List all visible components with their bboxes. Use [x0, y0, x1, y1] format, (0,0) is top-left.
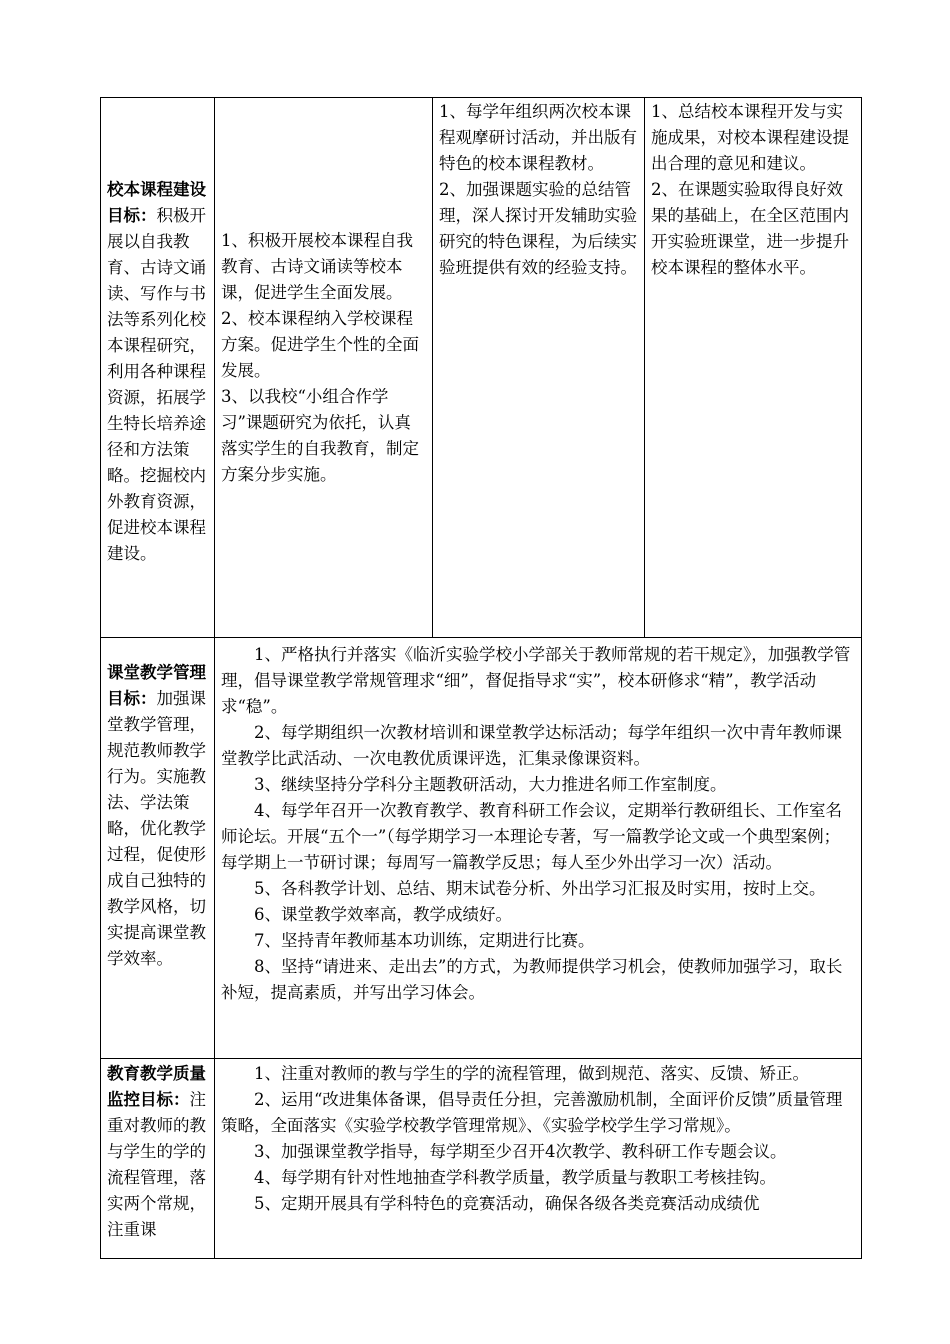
plan-item: 7、坚持青年教师基本功训练，定期进行比赛。 [254, 931, 595, 950]
plan-item: 1、积极开展校本课程自我教育、古诗文诵读等校本课，促进学生全面发展。 [221, 231, 413, 302]
plan-item: 6、课堂教学效率高，教学成绩好。 [254, 905, 512, 924]
plan-item: 4、每学期有针对性地抽查学科教学质量，教学质量与教职工考核挂钩。 [254, 1168, 776, 1187]
table-row [101, 98, 862, 638]
plan-item: 1、总结校本课程开发与实施成果，对校本课程建设提出合理的意见和建议。 [651, 102, 849, 173]
goal-text: 积极开展以自我教育、古诗文诵读、写作与书法等系列化校本课程研究，利用各种课程资源，拓展学生特长培养途径和方法策略。挖掘校内外教育资源，促进校本课程建设。 [107, 205, 206, 563]
plan-item: 4、每学年召开一次教育教学、教育科研工作会议，定期举行教研组长、工作室名师论坛。开展“五个一”（每学期学习一本理论专著，写一篇教学论文或一个典型案例；每学期上一节研讨课；每周写一篇教学反思；每人至少外出学习一次）活动。 [221, 801, 842, 872]
plan-cell-wide [215, 1059, 862, 1259]
plan-cell-col4 [645, 98, 862, 638]
plan-item: 3、以我校“小组合作学习”课题研究为依托，认真落实学生的自我教育，制定方案分步实施。 [221, 387, 419, 484]
plan-item: 1、每学年组织两次校本课程观摩研讨活动，并出版有特色的校本课程教材。 [439, 102, 637, 173]
goal-cell [101, 638, 215, 1059]
goal-cell [101, 1059, 215, 1259]
plan-item: 2、在课题实验取得良好效果的基础上，在全区范围内开实验班课堂，进一步提升校本课程的整体水平。 [651, 180, 849, 277]
goal-title: 校本课程建设目标： [107, 179, 206, 225]
plan-table [100, 97, 862, 1259]
plan-item: 2、每学期组织一次教材培训和课堂教学达标活动；每学年组织一次中青年教师课堂教学比武活动、一次电教优质课评选，汇集录像课资料。 [221, 723, 842, 768]
goal-text: 注重对教师的教与学生的学的流程管理，落实两个常规，注重课 [107, 1090, 206, 1239]
goal-text: 加强课堂教学管理，规范教师教学行为。实施教法、学法策略，优化教学过程，促使形成自己独特的教学风格，切实提高课堂教学效率。 [107, 689, 206, 968]
plan-cell-wide [215, 638, 862, 1059]
goal-title: 教育教学质量监控目标： [107, 1064, 206, 1109]
plan-item: 1、注重对教师的教与学生的学的流程管理，做到规范、落实、反馈、矫正。 [254, 1064, 809, 1083]
plan-item: 8、坚持“请进来、走出去”的方式，为教师提供学习机会，使教师加强学习，取长补短，提高素质，并写出学习体会。 [221, 957, 843, 1002]
plan-item: 5、各科教学计划、总结、期末试卷分析、外出学习汇报及时实用，按时上交。 [254, 879, 826, 898]
table-row [101, 1059, 862, 1259]
plan-item: 3、继续坚持分学科分主题教研活动，大力推进名师工作室制度。 [254, 775, 727, 794]
goal-title: 课堂教学管理目标： [107, 663, 206, 708]
plan-cell-col3 [433, 98, 645, 638]
goal-cell [101, 98, 215, 638]
plan-item: 5、定期开展具有学科特色的竞赛活动，确保各级各类竞赛活动成绩优 [254, 1194, 760, 1213]
plan-item: 2、加强课题实验的总结管理，深人探讨开发辅助实验研究的特色课程，为后续实验班提供有效的经验支持。 [439, 180, 637, 277]
plan-item: 3、加强课堂教学指导，每学期至少召开4次教学、教科研工作专题会议。 [254, 1142, 787, 1161]
table-row [101, 638, 862, 1059]
plan-item: 2、校本课程纳入学校课程方案。促进学生个性的全面发展。 [221, 309, 419, 380]
plan-item: 1、严格执行并落实《临沂实验学校小学部关于教师常规的若干规定》，加强教学管理，倡导课堂教学常规管理求“细”，督促指导求“实”，校本研修求“精”，教学活动求“稳”。 [221, 645, 851, 716]
plan-item: 2、运用“改进集体备课，倡导责任分担，完善激励机制，全面评价反馈”质量管理策略，全面落实《实验学校教学管理常规》、《实验学校学生学习常规》。 [221, 1090, 843, 1135]
plan-cell-col2 [215, 98, 433, 638]
